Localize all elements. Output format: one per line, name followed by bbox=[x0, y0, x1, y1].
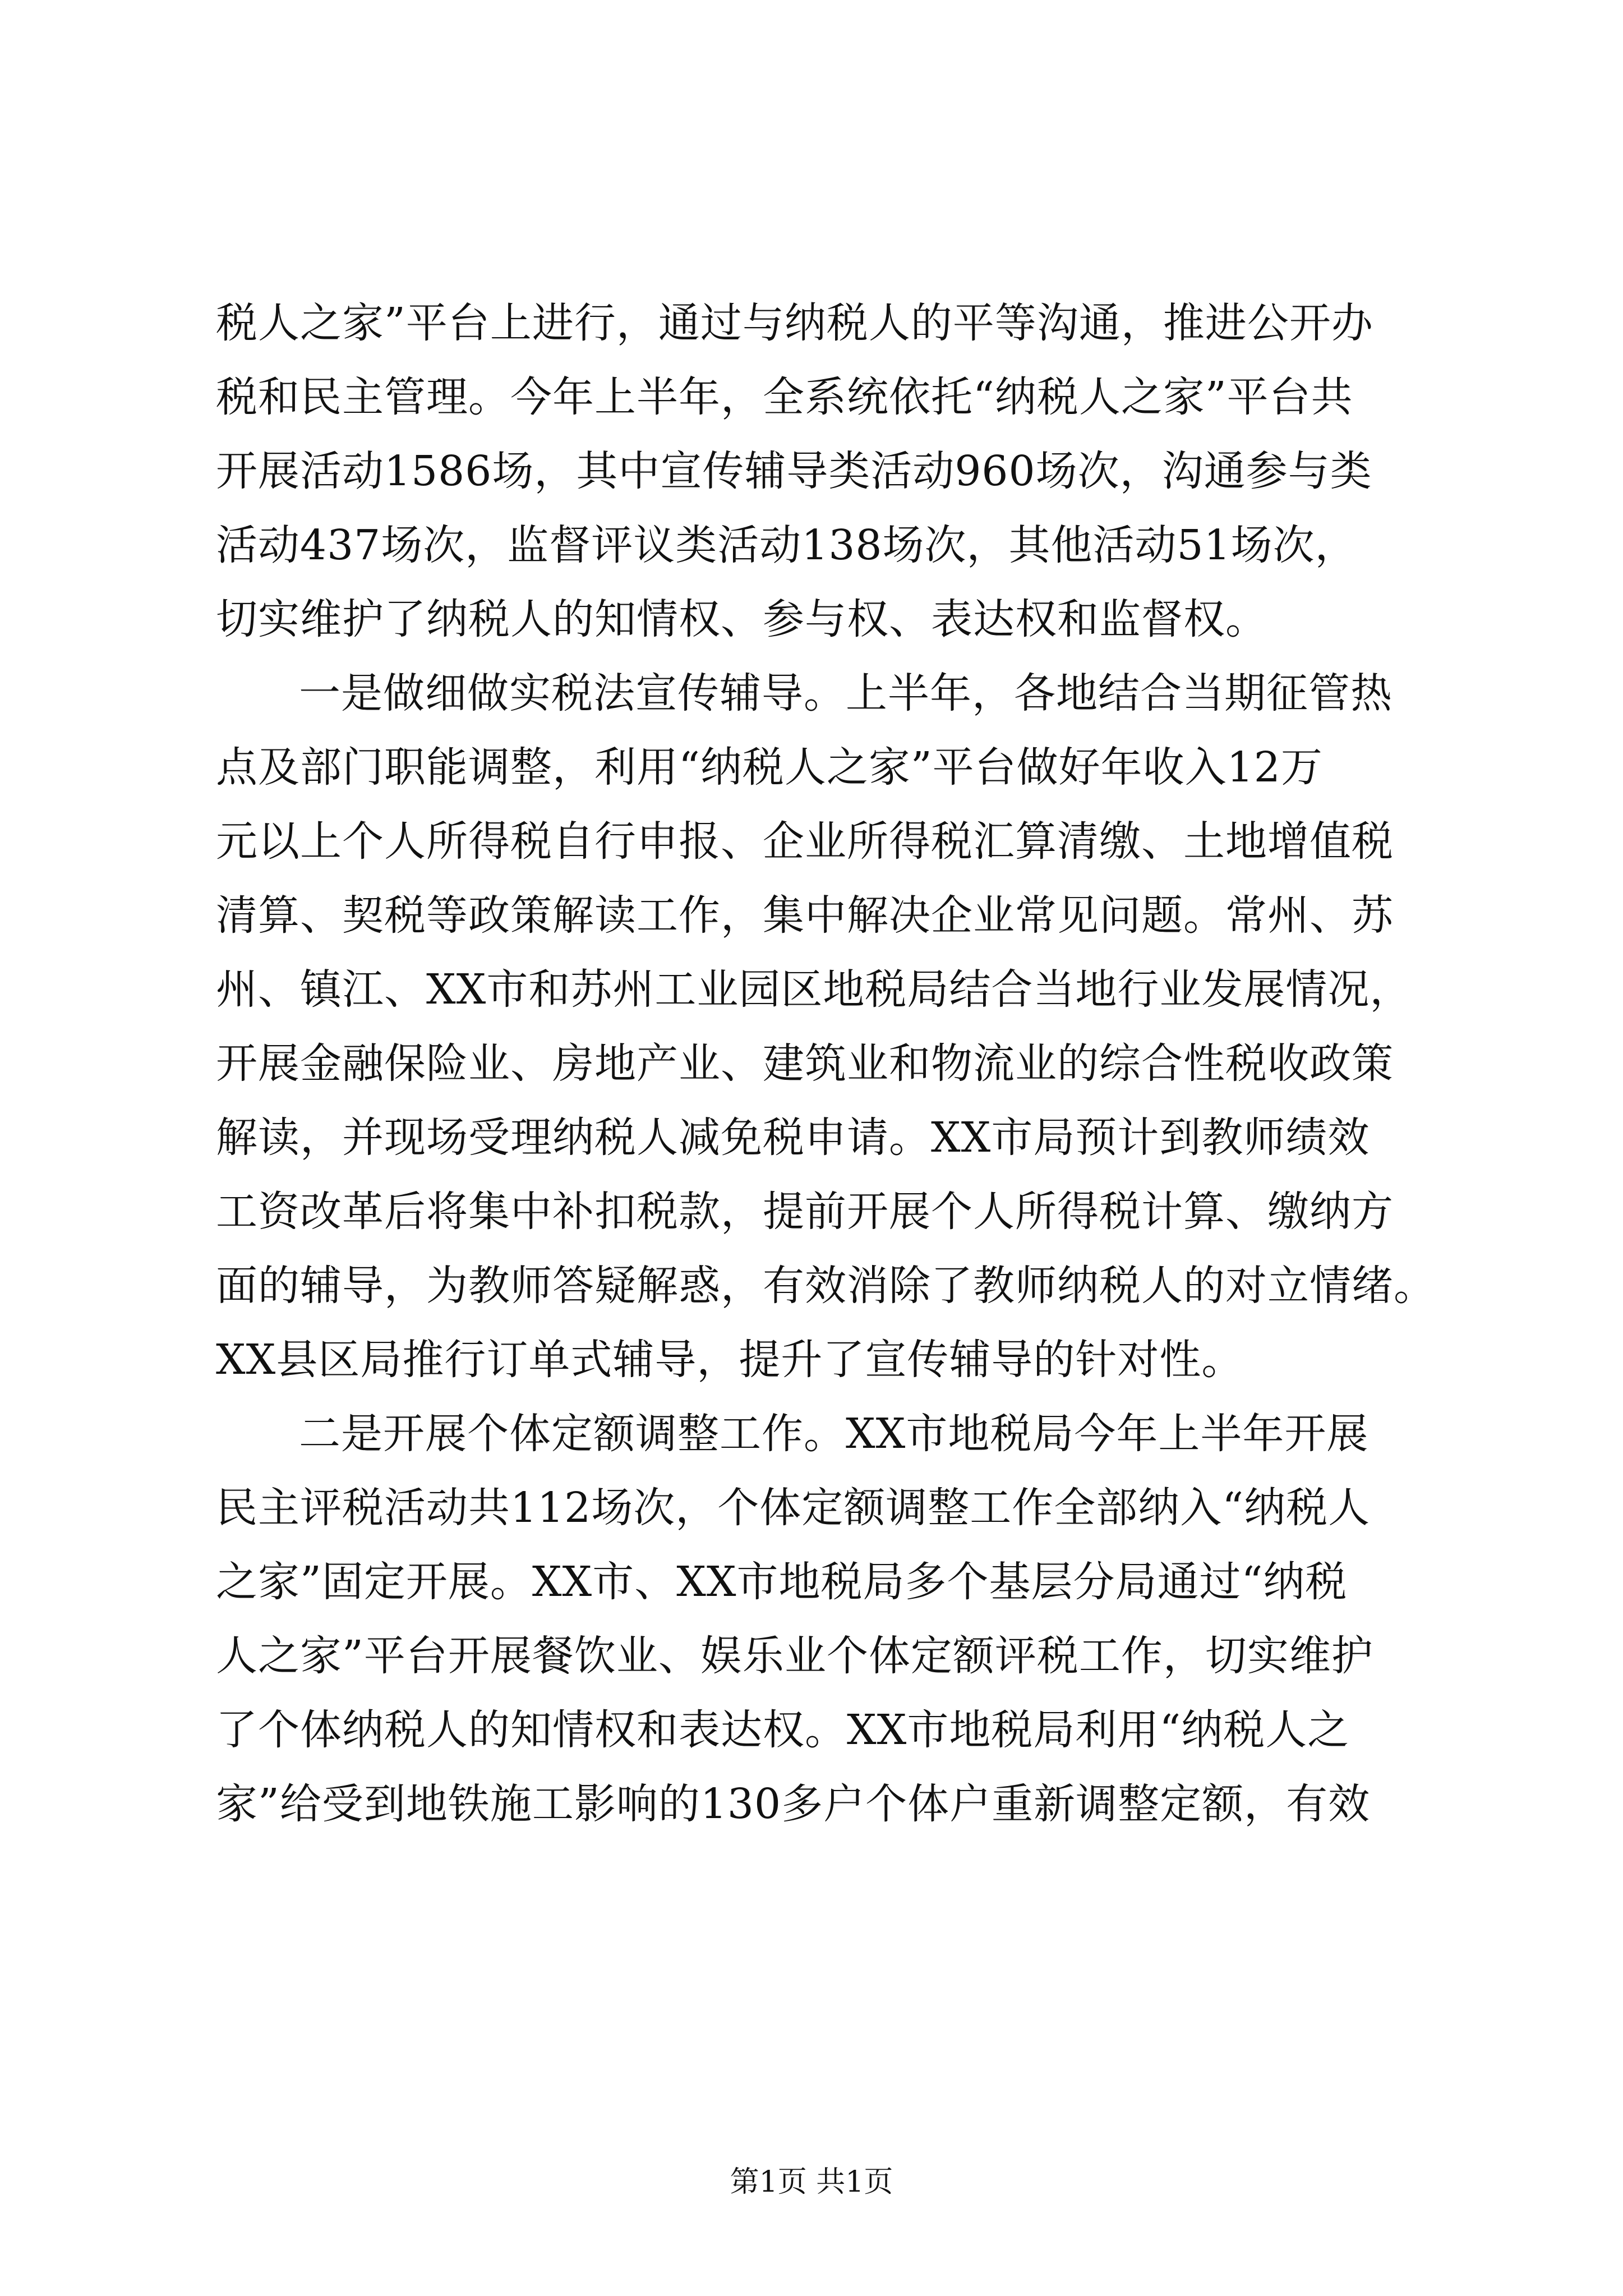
text-line: 人之家”平台开展餐饮业、娱乐业个体定额评税工作，切实维护 bbox=[216, 1632, 1373, 1680]
text-line: 清算、契税等政策解读工作，集中解决企业常见问题。常州、苏 bbox=[216, 891, 1394, 940]
paragraph-start-line: 一是做细做实税法宣传辅导。上半年，各地结合当期征管热 bbox=[299, 669, 1393, 717]
page-footer bbox=[0, 2162, 1623, 2202]
text-line: 州、镇江、XX市和苏州工业园区地税局结合当地行业发展情况， bbox=[216, 965, 1412, 1014]
body-text bbox=[216, 286, 1436, 1841]
text-line: 民主评税活动共112场次，个体定额调整工作全部纳入“纳税人 bbox=[216, 1484, 1371, 1532]
text-line: XX县区局推行订单式辅导，提升了宣传辅导的针对性。 bbox=[216, 1336, 1244, 1384]
text-line: 开展活动1586场，其中宣传辅导类活动960场次，沟通参与类 bbox=[216, 447, 1372, 495]
page-number: 第1页 共1页 bbox=[730, 2165, 893, 2199]
text-line: 切实维护了纳税人的知情权、参与权、表达权和监督权。 bbox=[216, 595, 1267, 643]
text-line: 面的辅导，为教师答疑解惑，有效消除了教师纳税人的对立情绪。 bbox=[216, 1262, 1436, 1310]
text-line: 点及部门职能调整，利用“纳税人之家”平台做好年收入12万 bbox=[216, 743, 1323, 792]
text-line: 了个体纳税人的知情权和表达权。XX市地税局利用“纳税人之 bbox=[216, 1706, 1350, 1754]
text-line: 元以上个人所得税自行申报、企业所得税汇算清缴、土地增值税 bbox=[216, 817, 1394, 866]
text-line: 活动437场次，监督评议类活动138场次，其他活动51场次， bbox=[216, 521, 1357, 569]
paragraph-start-line: 二是开展个体定额调整工作。XX市地税局今年上半年开展 bbox=[299, 1410, 1369, 1458]
text-line: 之家”固定开展。XX市、XX市地税局多个基层分局通过“纳税 bbox=[216, 1558, 1348, 1606]
text-line: 工资改革后将集中补扣税款，提前开展个人所得税计算、缴纳方 bbox=[216, 1188, 1394, 1236]
text-line: 开展金融保险业、房地产业、建筑业和物流业的综合性税收政策 bbox=[216, 1039, 1394, 1088]
text-line: 税和民主管理。今年上半年，全系统依托“纳税人之家”平台共 bbox=[216, 373, 1353, 421]
text-line: 税人之家”平台上进行，通过与纳税人的平等沟通，推进公开办 bbox=[216, 299, 1373, 347]
text-line: 家”给受到地铁施工影响的130多户个体户重新调整定额，有效 bbox=[216, 1780, 1371, 1828]
text-line: 解读，并现场受理纳税人减免税申请。XX市局预计到教师绩效 bbox=[216, 1114, 1370, 1162]
